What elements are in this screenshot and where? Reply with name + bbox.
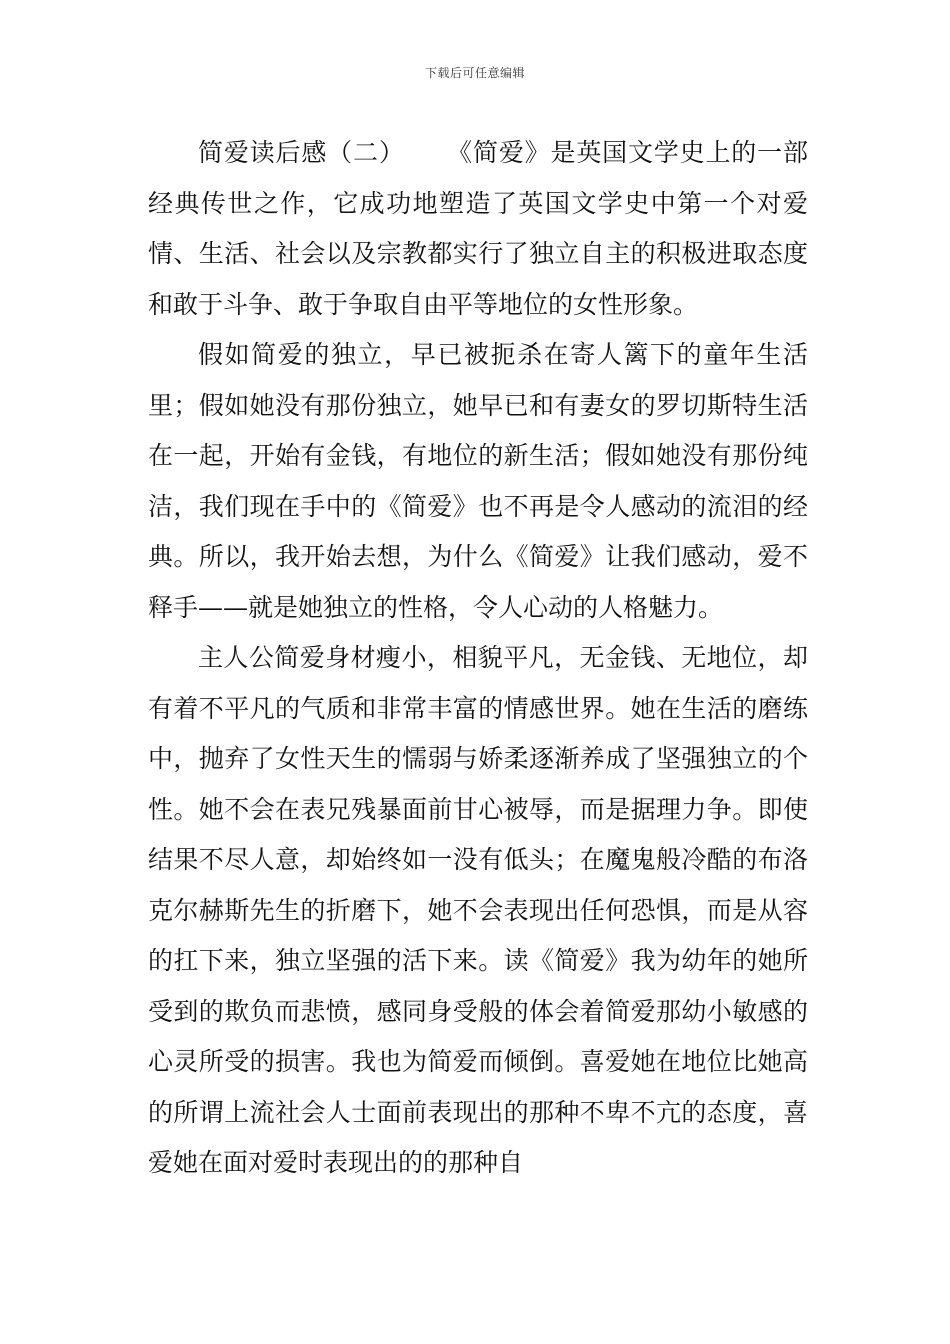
paragraph-1: [148, 128, 808, 330]
article-title: 简爱读后感（二）: [198, 138, 405, 167]
page-header: 下载后可任意编辑: [424, 66, 525, 80]
paragraph-1-text: 《简爱》是英国文学史上的一部经典传世之作，它成功地塑造了英国文学史中第一个对爱情、生活、社会以及宗教都实行了独立自主的积极进取态度和敢于斗争、敢于争取自由平等地位的女性形象。: [148, 138, 808, 319]
paragraph-2: 假如简爱的独立，早已被扼杀在寄人篱下的童年生活里；假如她没有那份独立，她早已和有妻女的罗切斯特生活在一起，开始有金钱，有地位的新生活；假如她没有那份纯洁，我们现在手中的《简爱》也不再是令人感动的流泪的经典。所以，我开始去想，为什么《简爱》让我们感动，爱不释手——就是她独立的性格，令人心动的人格魅力。: [148, 340, 808, 622]
article-body: [148, 128, 808, 1189]
paragraph-3: 主人公简爱身材瘦小，相貌平凡，无金钱、无地位，却有着不平凡的气质和非常丰富的情感世界。她在生活的磨练中，抛弃了女性天生的懦弱与娇柔逐渐养成了坚强独立的个性。她不会在表兄残暴面前甘心被辱，而是据理力争。即使结果不尽人意，却始终如一没有低头；在魔鬼般冷酷的布洛克尔赫斯先生的折磨下，她不会表现出任何恐惧，而是从容的扛下来，独立坚强的活下来。读《简爱》我为幼年的她所受到的欺负而悲愤，感同身受般的体会着简爱那幼小敏感的心灵所受的损害。我也为简爱而倾倒。喜爱她在地位比她高的所谓上流社会人士面前表现出的那种不卑不亢的态度，喜爱她在面对爱时表现出的的那种自: [148, 643, 808, 1177]
